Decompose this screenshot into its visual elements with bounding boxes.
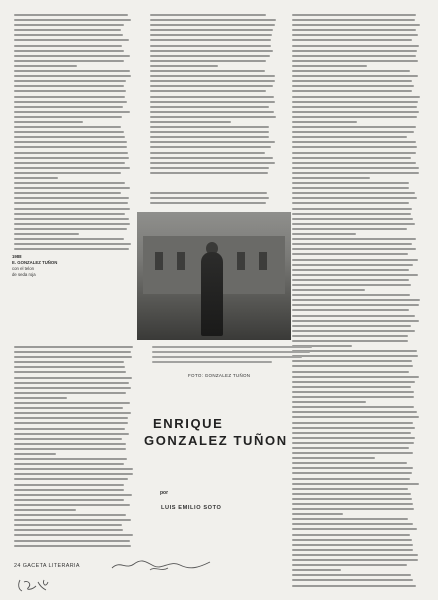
text-line: [14, 228, 127, 230]
text-line: [292, 396, 414, 398]
text-line: [150, 65, 218, 67]
text-line: [292, 218, 413, 220]
text-line: [292, 488, 408, 490]
text-line: [14, 65, 77, 67]
text-line: [150, 39, 271, 41]
text-line: [150, 126, 269, 128]
text-line: [14, 182, 125, 184]
text-column-middle-top: [150, 14, 277, 177]
text-line: [150, 146, 271, 148]
caption-name: E. GONZALEZ TUÑON: [12, 260, 58, 265]
text-line: [14, 85, 124, 87]
text-line: [292, 559, 418, 561]
text-line: [150, 55, 270, 57]
text-line: [292, 483, 419, 485]
text-line: [14, 489, 124, 491]
text-line: [292, 401, 366, 403]
text-line: [14, 412, 131, 414]
text-line: [292, 309, 409, 311]
text-line: [292, 452, 413, 454]
text-line: [292, 539, 412, 541]
text-line: [14, 192, 121, 194]
text-line: [14, 197, 129, 199]
text-line: [292, 330, 415, 332]
text-line: [14, 55, 130, 57]
text-line: [14, 478, 128, 480]
text-line: [292, 131, 414, 133]
text-line: [292, 259, 418, 261]
text-line: [292, 101, 418, 103]
text-line: [150, 197, 269, 199]
photo-person-figure: [201, 252, 223, 336]
text-line: [14, 126, 121, 128]
text-line: [292, 574, 411, 576]
photo-window: [155, 252, 163, 270]
text-line: [292, 136, 407, 138]
text-line: [292, 75, 418, 77]
text-line: [14, 14, 128, 16]
text-line: [292, 19, 415, 21]
text-line: [292, 162, 416, 164]
text-line: [292, 493, 411, 495]
text-line: [292, 304, 419, 306]
author-photo: [137, 212, 291, 340]
text-line: [292, 192, 415, 194]
text-line: [14, 529, 123, 531]
page-footer: 24 GACETA LITERARIA: [14, 563, 80, 569]
handwritten-page-mark: [16, 576, 50, 594]
text-line: [150, 152, 265, 154]
text-line: [292, 325, 411, 327]
text-line: [292, 411, 417, 413]
text-line: [292, 90, 412, 92]
text-line: [14, 157, 129, 159]
text-line: [14, 453, 56, 455]
text-line: [292, 172, 419, 174]
text-line: [292, 534, 410, 536]
text-line: [292, 24, 420, 26]
text-line: [292, 528, 417, 530]
caption-line-2: con el telon: [12, 266, 34, 271]
handwritten-annotation: [110, 556, 216, 574]
text-line: [150, 202, 266, 204]
text-line: [14, 402, 130, 404]
text-line: [150, 60, 266, 62]
text-line: [14, 443, 126, 445]
text-column-right: [292, 14, 420, 590]
text-line: [292, 253, 408, 255]
text-line: [150, 157, 273, 159]
text-line: [292, 45, 419, 47]
text-line: [150, 34, 272, 36]
text-line: [14, 131, 124, 133]
text-line: [292, 197, 417, 199]
text-line: [14, 39, 129, 41]
text-line: [14, 208, 130, 210]
byline-author: LUIS EMILIO SOTO: [161, 505, 222, 511]
text-line: [150, 24, 275, 26]
text-line: [150, 192, 267, 194]
text-line: [150, 29, 273, 31]
text-column-left-top: [14, 14, 132, 253]
text-line: [14, 407, 123, 409]
text-line: [14, 121, 83, 123]
text-line: [14, 534, 133, 536]
text-line: [14, 24, 124, 26]
text-line: [14, 377, 132, 379]
text-line: [150, 45, 271, 47]
text-line: [14, 60, 124, 62]
caption-line-3: de seda roja: [12, 272, 36, 277]
text-line: [292, 518, 408, 520]
photo-caption: [12, 254, 132, 278]
text-line: [14, 167, 130, 169]
text-line: [150, 167, 269, 169]
text-line: [150, 111, 274, 113]
text-line: [150, 106, 269, 108]
text-line: [14, 106, 123, 108]
text-line: [292, 371, 409, 373]
text-line: [14, 238, 124, 240]
text-line: [14, 141, 127, 143]
text-line: [14, 356, 132, 358]
text-line: [292, 376, 419, 378]
text-line: [292, 228, 407, 230]
text-line: [292, 437, 415, 439]
text-line: [14, 524, 122, 526]
text-line: [292, 467, 413, 469]
text-line: [292, 238, 416, 240]
text-line: [292, 432, 411, 434]
text-line: [292, 315, 415, 317]
text-line: [14, 19, 131, 21]
text-line: [292, 14, 416, 16]
text-line: [292, 513, 343, 515]
text-line: [292, 508, 414, 510]
text-line: [292, 80, 412, 82]
text-line: [14, 428, 125, 430]
text-line: [292, 340, 408, 342]
text-line: [292, 579, 413, 581]
text-line: [14, 213, 125, 215]
text-line: [150, 136, 269, 138]
text-line: [292, 279, 409, 281]
text-line: [150, 101, 275, 103]
text-line: [14, 96, 125, 98]
text-column-middle-continuation: [150, 192, 277, 207]
text-line: [14, 136, 125, 138]
text-column-left-bottom: [14, 346, 134, 550]
text-line: [292, 462, 407, 464]
text-line: [292, 391, 414, 393]
text-line: [292, 427, 415, 429]
text-line: [14, 101, 127, 103]
text-line: [150, 70, 265, 72]
text-line: [14, 417, 128, 419]
text-line: [292, 554, 418, 556]
text-line: [292, 289, 365, 291]
text-line: [14, 351, 131, 353]
text-line: [292, 65, 367, 67]
text-line: [292, 386, 411, 388]
text-line: [292, 498, 412, 500]
text-line: [292, 141, 416, 143]
text-line: [150, 141, 275, 143]
text-line: [150, 172, 268, 174]
text-line: [292, 187, 409, 189]
text-line: [14, 248, 129, 250]
text-line: [292, 106, 417, 108]
text-line: [292, 39, 412, 41]
text-line: [292, 85, 414, 87]
text-line: [292, 564, 407, 566]
text-line: [292, 146, 417, 148]
text-line: [14, 397, 67, 399]
article-title-line-2: GONZALEZ TUÑON: [144, 433, 288, 448]
text-line: [14, 519, 131, 521]
text-line: [292, 422, 413, 424]
text-line: [150, 85, 273, 87]
text-line: [14, 458, 127, 460]
photo-window: [259, 252, 267, 270]
text-line: [150, 80, 275, 82]
text-line: [292, 29, 416, 31]
text-line: [14, 223, 130, 225]
caption-year: 1988: [12, 254, 22, 259]
text-line: [14, 243, 131, 245]
text-line: [292, 416, 419, 418]
photo-credit: FOTO: GONZALEZ TUÑON: [188, 373, 251, 378]
text-line: [14, 504, 130, 506]
text-line: [292, 34, 418, 36]
text-line: [292, 442, 414, 444]
text-line: [14, 70, 130, 72]
text-line: [292, 274, 418, 276]
text-line: [292, 294, 410, 296]
text-line: [292, 60, 418, 62]
text-line: [14, 218, 129, 220]
text-line: [14, 187, 130, 189]
text-line: [14, 90, 126, 92]
text-line: [150, 14, 266, 16]
text-line: [292, 544, 413, 546]
text-line: [150, 90, 266, 92]
text-line: [14, 468, 133, 470]
text-line: [292, 182, 409, 184]
text-line: [292, 126, 416, 128]
text-line: [14, 162, 125, 164]
text-line: [14, 202, 128, 204]
text-line: [14, 545, 131, 547]
text-line: [14, 116, 122, 118]
text-line: [292, 116, 417, 118]
text-line: [292, 406, 414, 408]
text-line: [292, 447, 409, 449]
text-line: [150, 131, 269, 133]
text-line: [14, 146, 127, 148]
text-line: [292, 208, 412, 210]
text-line: [292, 152, 416, 154]
text-line: [14, 34, 123, 36]
text-line: [292, 202, 409, 204]
text-line: [292, 381, 415, 383]
text-line: [14, 509, 76, 511]
text-line: [14, 50, 124, 52]
text-line: [14, 422, 128, 424]
text-line: [14, 177, 58, 179]
byline-prefix: por: [160, 490, 169, 496]
text-line: [150, 121, 231, 123]
text-line: [292, 585, 416, 587]
text-line: [14, 371, 126, 373]
text-line: [292, 233, 356, 235]
text-line: [292, 121, 357, 123]
text-line: [14, 361, 124, 363]
photo-caption-italic: [152, 346, 317, 366]
text-line: [14, 172, 121, 174]
text-line: [292, 55, 416, 57]
text-line: [292, 478, 410, 480]
text-line: [14, 111, 130, 113]
text-line: [292, 549, 413, 551]
text-line: [292, 320, 419, 322]
text-line: [292, 264, 413, 266]
text-line: [14, 494, 132, 496]
text-line: [292, 167, 419, 169]
text-line: [150, 162, 275, 164]
text-line: [292, 457, 375, 459]
text-line: [14, 80, 126, 82]
text-line: [14, 233, 79, 235]
text-line: [292, 96, 420, 98]
text-line: [14, 463, 124, 465]
text-line: [292, 299, 420, 301]
text-line: [14, 484, 124, 486]
text-line: [14, 152, 128, 154]
text-line: [292, 213, 411, 215]
text-line: [14, 433, 129, 435]
text-line: [292, 177, 370, 179]
photo-window: [237, 252, 245, 270]
text-line: [292, 269, 409, 271]
text-line: [150, 96, 274, 98]
text-line: [14, 499, 124, 501]
text-line: [14, 366, 125, 368]
text-line: [292, 503, 413, 505]
text-line: [14, 346, 133, 348]
text-line: [292, 248, 416, 250]
text-line: [150, 75, 275, 77]
text-line: [292, 50, 417, 52]
text-line: [14, 392, 126, 394]
text-line: [292, 523, 413, 525]
text-line: [292, 284, 411, 286]
text-line: [292, 243, 412, 245]
text-line: [292, 223, 415, 225]
photo-window: [177, 252, 185, 270]
text-line: [14, 75, 131, 77]
text-line: [14, 29, 121, 31]
text-line: [292, 111, 419, 113]
text-line: [14, 438, 122, 440]
text-line: [14, 540, 130, 542]
text-line: [150, 50, 273, 52]
article-title-line-1: ENRIQUE: [153, 416, 224, 431]
text-line: [292, 157, 411, 159]
text-line: [150, 19, 276, 21]
text-line: [14, 382, 129, 384]
text-line: [14, 514, 126, 516]
text-line: [14, 387, 131, 389]
text-line: [292, 472, 412, 474]
text-line: [14, 45, 122, 47]
text-line: [292, 569, 341, 571]
text-line: [14, 473, 133, 475]
text-line: [292, 70, 410, 72]
text-line: [292, 335, 408, 337]
text-line: [150, 116, 276, 118]
text-line: [14, 448, 126, 450]
